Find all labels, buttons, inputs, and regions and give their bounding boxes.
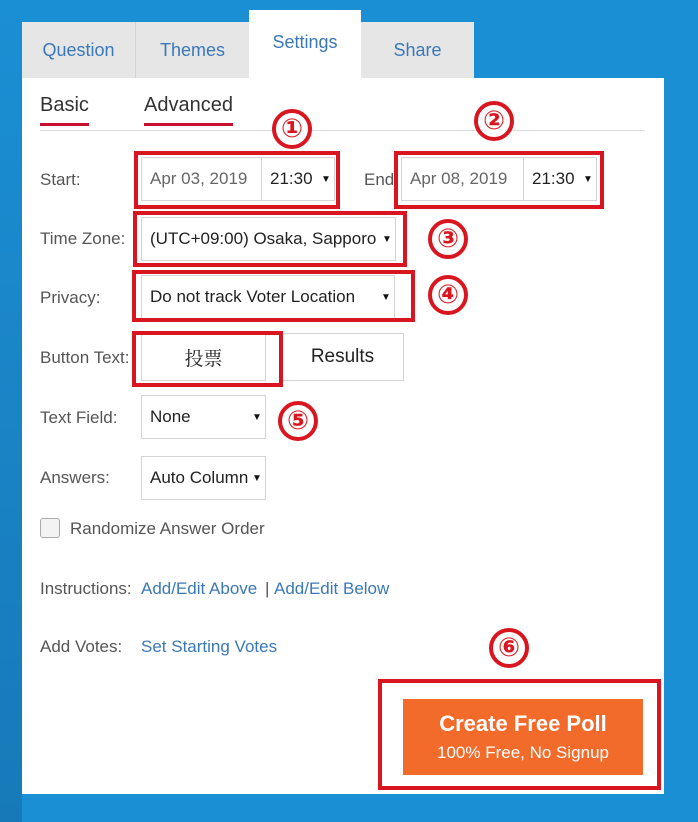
create-free-poll-button[interactable] [403,699,643,775]
annotation-number-4: ④ [428,275,468,315]
top-background [0,0,698,10]
text-field-value: None [150,407,191,426]
tab-share[interactable]: Share [361,22,474,78]
start-label: Start: [40,170,81,189]
subtab-advanced[interactable]: Advanced [144,94,233,126]
text-field-label: Text Field: [40,408,118,427]
end-date-input[interactable]: Apr 08, 2019 [410,169,508,188]
end-time-select[interactable]: 21:30 [532,169,575,188]
answers-value: Auto Column [150,468,249,487]
button-text-label: Button Text: [40,348,130,367]
chevron-down-icon: ▼ [252,411,262,423]
annotation-number-3: ③ [428,219,468,259]
end-datetime-field [401,157,597,201]
tab-themes[interactable]: Themes [136,22,249,78]
timezone-select[interactable] [141,217,396,261]
answers-select[interactable] [141,456,266,500]
cta-subtitle: 100% Free, No Signup [437,743,609,762]
chevron-down-icon: ▼ [382,233,392,245]
end-label: End [364,170,395,189]
add-votes-label: Add Votes: [40,637,123,656]
randomize-label: Randomize Answer Order [70,519,265,538]
text-field-select[interactable] [141,395,266,439]
privacy-select[interactable] [141,275,395,319]
add-edit-below-link[interactable]: Add/Edit Below [274,579,390,598]
start-time-select[interactable]: 21:30 [270,169,313,188]
privacy-label: Privacy: [40,288,101,307]
annotation-number-5: ⑤ [278,401,318,441]
tab-settings[interactable]: Settings [249,10,361,78]
annotation-number-2: ② [474,101,514,141]
subtab-divider [40,130,645,131]
timezone-value: (UTC+09:00) Osaka, Sapporo [150,229,377,248]
chevron-down-icon: ▼ [381,291,391,303]
chevron-down-icon: ▼ [583,173,593,185]
tab-question[interactable]: Question [22,22,135,78]
vote-button-text-input[interactable]: 投票 [141,333,266,381]
timezone-label: Time Zone: [40,229,126,248]
instructions-label: Instructions: [40,579,132,598]
set-starting-votes-link[interactable]: Set Starting Votes [141,637,278,656]
chevron-down-icon: ▼ [252,472,262,484]
annotation-number-1: ① [272,109,312,149]
answers-label: Answers: [40,468,110,487]
randomize-checkbox[interactable] [40,518,60,538]
right-background [662,0,698,822]
annotation-number-6: ⑥ [489,628,529,668]
start-date-input[interactable]: Apr 03, 2019 [150,169,248,188]
left-background [0,0,22,822]
settings-panel [22,78,664,794]
chevron-down-icon: ▼ [321,173,331,185]
start-datetime-field [141,157,335,201]
subtab-basic[interactable]: Basic [40,94,89,126]
privacy-value: Do not track Voter Location [150,287,356,306]
results-button-text-input[interactable]: Results [281,333,404,381]
link-separator: | [265,579,270,598]
cta-title: Create Free Poll [439,711,607,736]
add-edit-above-link[interactable]: Add/Edit Above [141,579,258,598]
